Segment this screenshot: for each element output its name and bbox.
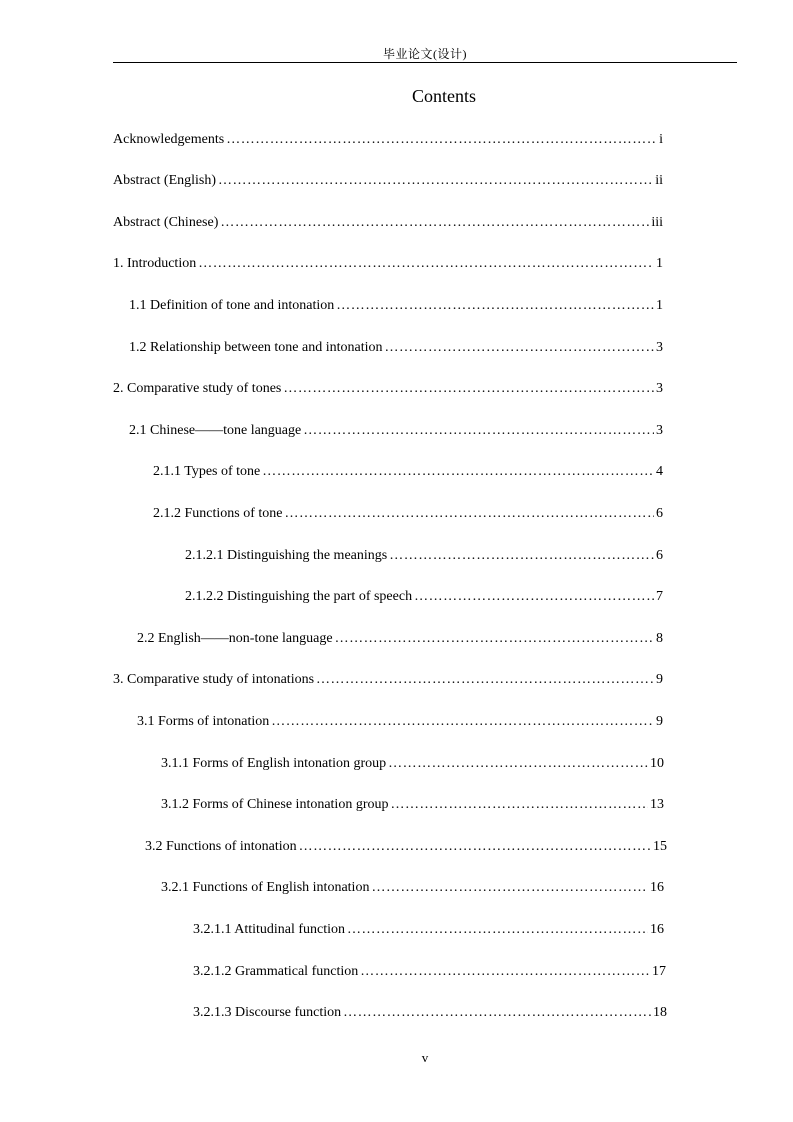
toc-entry[interactable] bbox=[113, 254, 663, 274]
toc-entry-label: 3.2 Functions of intonation bbox=[145, 839, 297, 854]
toc-entry-label: 3.2.1.3 Discourse function bbox=[193, 1005, 342, 1020]
toc-entry[interactable] bbox=[137, 712, 663, 732]
toc-entry[interactable] bbox=[129, 421, 663, 441]
dot-leader bbox=[271, 712, 654, 732]
toc-entry-label: 2.1.2.1 Distinguishing the meanings bbox=[185, 548, 388, 563]
dot-leader bbox=[347, 920, 648, 940]
toc-entry-page: ii bbox=[655, 173, 663, 188]
dot-leader bbox=[391, 795, 649, 815]
toc-entry[interactable] bbox=[129, 296, 663, 316]
page-number: v bbox=[421, 1050, 429, 1065]
toc-entry-label: 3. Comparative study of intonations bbox=[113, 672, 315, 687]
dot-leader bbox=[336, 296, 654, 316]
toc-entry-page: 10 bbox=[650, 756, 664, 771]
dot-leader bbox=[303, 421, 654, 441]
toc-entry[interactable] bbox=[193, 1003, 667, 1023]
dot-leader bbox=[285, 504, 655, 524]
dot-leader bbox=[316, 670, 654, 690]
toc-entry-page: 9 bbox=[656, 672, 663, 687]
toc-entry-page: 4 bbox=[656, 464, 663, 479]
toc-entry-page: 7 bbox=[656, 589, 663, 604]
toc-entry[interactable] bbox=[161, 754, 664, 774]
toc-entry[interactable] bbox=[113, 171, 663, 191]
toc-entry[interactable] bbox=[185, 546, 663, 566]
toc-entry-page: 6 bbox=[656, 506, 663, 521]
toc-entry-page: 6 bbox=[656, 548, 663, 563]
dot-leader bbox=[226, 130, 657, 150]
toc-entry-label: 2.1.1 Types of tone bbox=[153, 464, 261, 479]
toc-entry-label: 2.2 English——non-tone language bbox=[137, 631, 333, 646]
toc-entry[interactable] bbox=[113, 670, 663, 690]
toc-entry-page: 1 bbox=[656, 298, 663, 313]
toc-entry-label: 3.1 Forms of intonation bbox=[137, 714, 270, 729]
toc-entry-label: Abstract (English) bbox=[113, 173, 217, 188]
toc-entry-page: 16 bbox=[650, 922, 664, 937]
toc-entry-label: 3.2.1.1 Attitudinal function bbox=[193, 922, 346, 937]
toc-entry[interactable] bbox=[193, 920, 664, 940]
toc-entry-page: 13 bbox=[650, 797, 664, 812]
toc-entry-page: 16 bbox=[650, 880, 664, 895]
toc-entry-label: 2.1.2 Functions of tone bbox=[153, 506, 283, 521]
toc-entry-label: 3.1.1 Forms of English intonation group bbox=[161, 756, 387, 771]
dot-leader bbox=[198, 254, 654, 274]
toc-entry[interactable] bbox=[113, 379, 663, 399]
toc-entry-page: 17 bbox=[652, 964, 666, 979]
toc-entry[interactable] bbox=[113, 213, 663, 233]
page-header-text: 毕业论文(设计) bbox=[383, 47, 467, 61]
toc-entry[interactable] bbox=[153, 504, 663, 524]
toc-entry-label: 3.2.1 Functions of English intonation bbox=[161, 880, 370, 895]
toc-entry-page: 3 bbox=[656, 381, 663, 396]
toc-entry[interactable] bbox=[161, 878, 664, 898]
dot-leader bbox=[371, 878, 648, 898]
toc-entry[interactable] bbox=[193, 962, 666, 982]
toc-entry-label: 2. Comparative study of tones bbox=[113, 381, 282, 396]
toc-entry-page: 3 bbox=[656, 423, 663, 438]
dot-leader bbox=[388, 754, 648, 774]
dot-leader bbox=[283, 379, 654, 399]
toc-entry-page: 18 bbox=[653, 1005, 667, 1020]
dot-leader bbox=[360, 962, 650, 982]
toc-entry[interactable] bbox=[145, 837, 667, 857]
dot-leader bbox=[262, 462, 654, 482]
toc-entry-label: 2.1 Chinese——tone language bbox=[129, 423, 302, 438]
dot-leader bbox=[299, 837, 651, 857]
toc-entry-page: i bbox=[659, 132, 663, 147]
toc-entry-label: 3.1.2 Forms of Chinese intonation group bbox=[161, 797, 389, 812]
toc-entry-label: 1.1 Definition of tone and intonation bbox=[129, 298, 335, 313]
toc-entry[interactable] bbox=[153, 462, 663, 482]
dot-leader bbox=[385, 338, 654, 358]
toc-entry-label: Abstract (Chinese) bbox=[113, 215, 219, 230]
toc-entry[interactable] bbox=[129, 338, 663, 358]
toc-entry[interactable] bbox=[161, 795, 664, 815]
dot-leader bbox=[414, 587, 654, 607]
toc-entry-page: 3 bbox=[656, 340, 663, 355]
dot-leader bbox=[343, 1003, 651, 1023]
toc-entry-label: 1. Introduction bbox=[113, 256, 197, 271]
dot-leader bbox=[335, 629, 654, 649]
toc-entry-page: 15 bbox=[653, 839, 667, 854]
toc-entry-page: 8 bbox=[656, 631, 663, 646]
toc-entry[interactable] bbox=[137, 629, 663, 649]
toc-entry-page: iii bbox=[651, 215, 663, 230]
dot-leader bbox=[389, 546, 654, 566]
toc-entry-page: 1 bbox=[656, 256, 663, 271]
toc-entry-page: 9 bbox=[656, 714, 663, 729]
dot-leader bbox=[218, 171, 653, 191]
toc-entry[interactable] bbox=[185, 587, 663, 607]
toc-entry-label: Acknowledgements bbox=[113, 132, 225, 147]
toc-entry-label: 3.2.1.2 Grammatical function bbox=[193, 964, 359, 979]
toc-entry-label: 1.2 Relationship between tone and intonation bbox=[129, 340, 383, 355]
dot-leader bbox=[220, 213, 649, 233]
page-title: Contents bbox=[411, 86, 476, 106]
toc-entry[interactable] bbox=[113, 130, 663, 150]
toc-entry-label: 2.1.2.2 Distinguishing the part of speech bbox=[185, 589, 413, 604]
